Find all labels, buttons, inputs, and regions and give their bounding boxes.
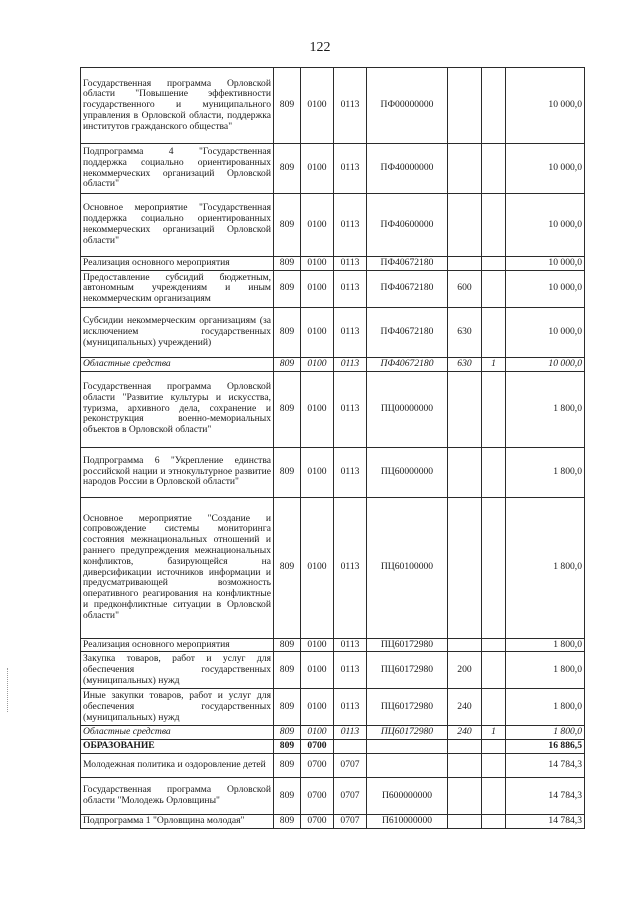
- row-cs-cell: ПФ40000000: [367, 144, 448, 194]
- row-pr-cell: 0113: [334, 257, 367, 271]
- margin-scan-mark: [7, 668, 10, 712]
- row-kd-cell: [482, 68, 506, 144]
- row-amount-cell: 1 800,0: [506, 497, 585, 638]
- row-vr-cell: [448, 371, 482, 447]
- row-gr-cell: 809: [274, 497, 301, 638]
- row-rz-cell: 0700: [301, 740, 334, 754]
- row-vr-cell: [448, 68, 482, 144]
- row-name-cell: Закупка товаров, работ и услуг для обеспечения государственных (муниципальных) нужд: [81, 652, 274, 689]
- row-name-cell: Молодежная политика и оздоровление детей: [81, 753, 274, 777]
- row-kd-cell: [482, 371, 506, 447]
- table-row: [81, 497, 585, 638]
- row-rz-cell: 0100: [301, 357, 334, 371]
- row-amount-cell: 14 784,3: [506, 814, 585, 828]
- row-gr-cell: 809: [274, 371, 301, 447]
- row-amount-cell: 1 800,0: [506, 638, 585, 652]
- row-cs-cell: ПЦ60100000: [367, 497, 448, 638]
- row-gr-cell: 809: [274, 689, 301, 726]
- row-vr-cell: [448, 638, 482, 652]
- row-amount-cell: 14 784,3: [506, 777, 585, 814]
- row-cs-cell: ПФ40672180: [367, 257, 448, 271]
- row-name-cell: Государственная программа Орловской области "Развитие культуры и искусства, туризма, архивного дела, сохранение и реконструкция военно-мемориальных объектов в Орловской области": [81, 371, 274, 447]
- row-pr-cell: 0113: [334, 689, 367, 726]
- row-gr-cell: 809: [274, 638, 301, 652]
- row-amount-cell: 1 800,0: [506, 447, 585, 497]
- row-kd-cell: [482, 753, 506, 777]
- row-cs-cell: [367, 753, 448, 777]
- table-row: [81, 689, 585, 726]
- row-vr-cell: [448, 497, 482, 638]
- row-kd-cell: [482, 740, 506, 754]
- row-amount-cell: 10 000,0: [506, 357, 585, 371]
- row-pr-cell: 0113: [334, 371, 367, 447]
- table-row: [81, 777, 585, 814]
- row-cs-cell: ПЦ60172980: [367, 726, 448, 740]
- row-amount-cell: 14 784,3: [506, 753, 585, 777]
- row-kd-cell: [482, 257, 506, 271]
- row-rz-cell: 0100: [301, 447, 334, 497]
- table-row: [81, 447, 585, 497]
- row-pr-cell: 0113: [334, 307, 367, 357]
- row-vr-cell: [448, 144, 482, 194]
- row-pr-cell: 0113: [334, 652, 367, 689]
- row-pr-cell: 0707: [334, 753, 367, 777]
- row-gr-cell: 809: [274, 753, 301, 777]
- row-gr-cell: 809: [274, 144, 301, 194]
- row-name-cell: Областные средства: [81, 726, 274, 740]
- row-vr-cell: [448, 814, 482, 828]
- row-vr-cell: [448, 194, 482, 257]
- row-name-cell: ОБРАЗОВАНИЕ: [81, 740, 274, 754]
- row-name-cell: Предоставление субсидий бюджетным, автономным учреждениям и иным некоммерческим организациям: [81, 270, 274, 307]
- row-cs-cell: ПФ40672180: [367, 357, 448, 371]
- table-row: [81, 357, 585, 371]
- row-vr-cell: [448, 447, 482, 497]
- table-row: [81, 814, 585, 828]
- row-gr-cell: 809: [274, 814, 301, 828]
- row-cs-cell: П610000000: [367, 814, 448, 828]
- table-row: [81, 257, 585, 271]
- row-gr-cell: 809: [274, 447, 301, 497]
- table-row: [81, 194, 585, 257]
- row-amount-cell: 10 000,0: [506, 68, 585, 144]
- row-name-cell: Подпрограмма 6 "Укрепление единства российской нации и этнокультурное развитие народов России в Орловской области": [81, 447, 274, 497]
- budget-table: [80, 67, 585, 829]
- table-row: [81, 144, 585, 194]
- row-gr-cell: 809: [274, 257, 301, 271]
- row-kd-cell: [482, 638, 506, 652]
- row-rz-cell: 0700: [301, 814, 334, 828]
- row-pr-cell: 0707: [334, 777, 367, 814]
- row-amount-cell: 16 886,5: [506, 740, 585, 754]
- row-amount-cell: 1 800,0: [506, 652, 585, 689]
- row-kd-cell: [482, 307, 506, 357]
- row-pr-cell: 0113: [334, 726, 367, 740]
- row-name-cell: Государственная программа Орловской области "Молодежь Орловщины": [81, 777, 274, 814]
- row-name-cell: Иные закупки товаров, работ и услуг для обеспечения государственных (муниципальных) нужд: [81, 689, 274, 726]
- row-amount-cell: 10 000,0: [506, 257, 585, 271]
- row-pr-cell: 0113: [334, 270, 367, 307]
- row-amount-cell: 1 800,0: [506, 726, 585, 740]
- row-kd-cell: [482, 689, 506, 726]
- row-vr-cell: 630: [448, 307, 482, 357]
- row-gr-cell: 809: [274, 357, 301, 371]
- row-name-cell: Государственная программа Орловской области "Повышение эффективности государственного и муниципального управления в Орловской области, поддержка институтов гражданского общества": [81, 68, 274, 144]
- row-rz-cell: 0100: [301, 638, 334, 652]
- row-cs-cell: ПФ00000000: [367, 68, 448, 144]
- row-pr-cell: 0113: [334, 357, 367, 371]
- table-row: [81, 726, 585, 740]
- row-cs-cell: ПЦ60000000: [367, 447, 448, 497]
- row-rz-cell: 0100: [301, 270, 334, 307]
- row-cs-cell: ПФ40600000: [367, 194, 448, 257]
- row-gr-cell: 809: [274, 194, 301, 257]
- row-rz-cell: 0100: [301, 371, 334, 447]
- row-rz-cell: 0100: [301, 652, 334, 689]
- row-cs-cell: ПФ40672180: [367, 270, 448, 307]
- row-name-cell: Реализация основного мероприятия: [81, 638, 274, 652]
- row-gr-cell: 809: [274, 726, 301, 740]
- row-kd-cell: [482, 194, 506, 257]
- row-name-cell: Основное мероприятие "Создание и сопровождение системы мониторинга состояния межнациональных отношений и раннего предупреждения межнациональных конфликтов, базирующейся на диверсификации источников информации и предусматривающей возможность оперативного реагирования на конфликтные и предконфликтные ситуации в Орловской области": [81, 497, 274, 638]
- row-gr-cell: 809: [274, 68, 301, 144]
- row-cs-cell: ПФ40672180: [367, 307, 448, 357]
- row-gr-cell: 809: [274, 307, 301, 357]
- row-rz-cell: 0100: [301, 68, 334, 144]
- row-cs-cell: ПЦ60172980: [367, 652, 448, 689]
- row-cs-cell: ПЦ00000000: [367, 371, 448, 447]
- row-cs-cell: [367, 740, 448, 754]
- row-gr-cell: 809: [274, 270, 301, 307]
- row-gr-cell: 809: [274, 777, 301, 814]
- table-row: [81, 68, 585, 144]
- row-cs-cell: П600000000: [367, 777, 448, 814]
- row-rz-cell: 0100: [301, 257, 334, 271]
- row-pr-cell: 0113: [334, 194, 367, 257]
- row-amount-cell: 10 000,0: [506, 194, 585, 257]
- row-kd-cell: 1: [482, 357, 506, 371]
- row-kd-cell: [482, 144, 506, 194]
- row-kd-cell: [482, 447, 506, 497]
- budget-table-body: [81, 68, 585, 829]
- row-vr-cell: 600: [448, 270, 482, 307]
- row-kd-cell: [482, 652, 506, 689]
- row-amount-cell: 1 800,0: [506, 689, 585, 726]
- row-pr-cell: 0113: [334, 447, 367, 497]
- row-name-cell: Основное мероприятие "Государственная поддержка социально ориентированных некоммерческих организаций Орловской области": [81, 194, 274, 257]
- row-pr-cell: 0707: [334, 814, 367, 828]
- row-pr-cell: 0113: [334, 638, 367, 652]
- row-vr-cell: [448, 257, 482, 271]
- row-vr-cell: 240: [448, 689, 482, 726]
- row-kd-cell: [482, 777, 506, 814]
- row-vr-cell: 240: [448, 726, 482, 740]
- row-name-cell: Подпрограмма 1 "Орловщина молодая": [81, 814, 274, 828]
- table-row: [81, 753, 585, 777]
- row-vr-cell: [448, 740, 482, 754]
- row-kd-cell: 1: [482, 726, 506, 740]
- row-amount-cell: 10 000,0: [506, 270, 585, 307]
- row-amount-cell: 1 800,0: [506, 371, 585, 447]
- table-row: [81, 270, 585, 307]
- row-pr-cell: 0113: [334, 144, 367, 194]
- row-rz-cell: 0100: [301, 194, 334, 257]
- row-vr-cell: [448, 777, 482, 814]
- row-rz-cell: 0700: [301, 777, 334, 814]
- table-row: [81, 652, 585, 689]
- table-row: [81, 371, 585, 447]
- row-rz-cell: 0100: [301, 144, 334, 194]
- row-amount-cell: 10 000,0: [506, 144, 585, 194]
- row-kd-cell: [482, 270, 506, 307]
- row-amount-cell: 10 000,0: [506, 307, 585, 357]
- row-pr-cell: [334, 740, 367, 754]
- row-vr-cell: [448, 753, 482, 777]
- row-pr-cell: 0113: [334, 497, 367, 638]
- row-rz-cell: 0100: [301, 307, 334, 357]
- row-name-cell: Реализация основного мероприятия: [81, 257, 274, 271]
- table-row: [81, 638, 585, 652]
- row-rz-cell: 0100: [301, 726, 334, 740]
- page-number: 122: [309, 40, 331, 55]
- row-name-cell: Субсидии некоммерческим организациям (за исключением государственных (муниципальных) учреждений): [81, 307, 274, 357]
- row-pr-cell: 0113: [334, 68, 367, 144]
- row-name-cell: Областные средства: [81, 357, 274, 371]
- row-rz-cell: 0700: [301, 753, 334, 777]
- row-vr-cell: 630: [448, 357, 482, 371]
- row-kd-cell: [482, 814, 506, 828]
- row-gr-cell: 809: [274, 740, 301, 754]
- row-gr-cell: 809: [274, 652, 301, 689]
- row-kd-cell: [482, 497, 506, 638]
- table-row: [81, 307, 585, 357]
- row-cs-cell: ПЦ60172980: [367, 638, 448, 652]
- row-rz-cell: 0100: [301, 497, 334, 638]
- row-name-cell: Подпрограмма 4 "Государственная поддержка социально ориентированных некоммерческих организаций Орловской области": [81, 144, 274, 194]
- row-cs-cell: ПЦ60172980: [367, 689, 448, 726]
- table-row: [81, 740, 585, 754]
- row-vr-cell: 200: [448, 652, 482, 689]
- row-rz-cell: 0100: [301, 689, 334, 726]
